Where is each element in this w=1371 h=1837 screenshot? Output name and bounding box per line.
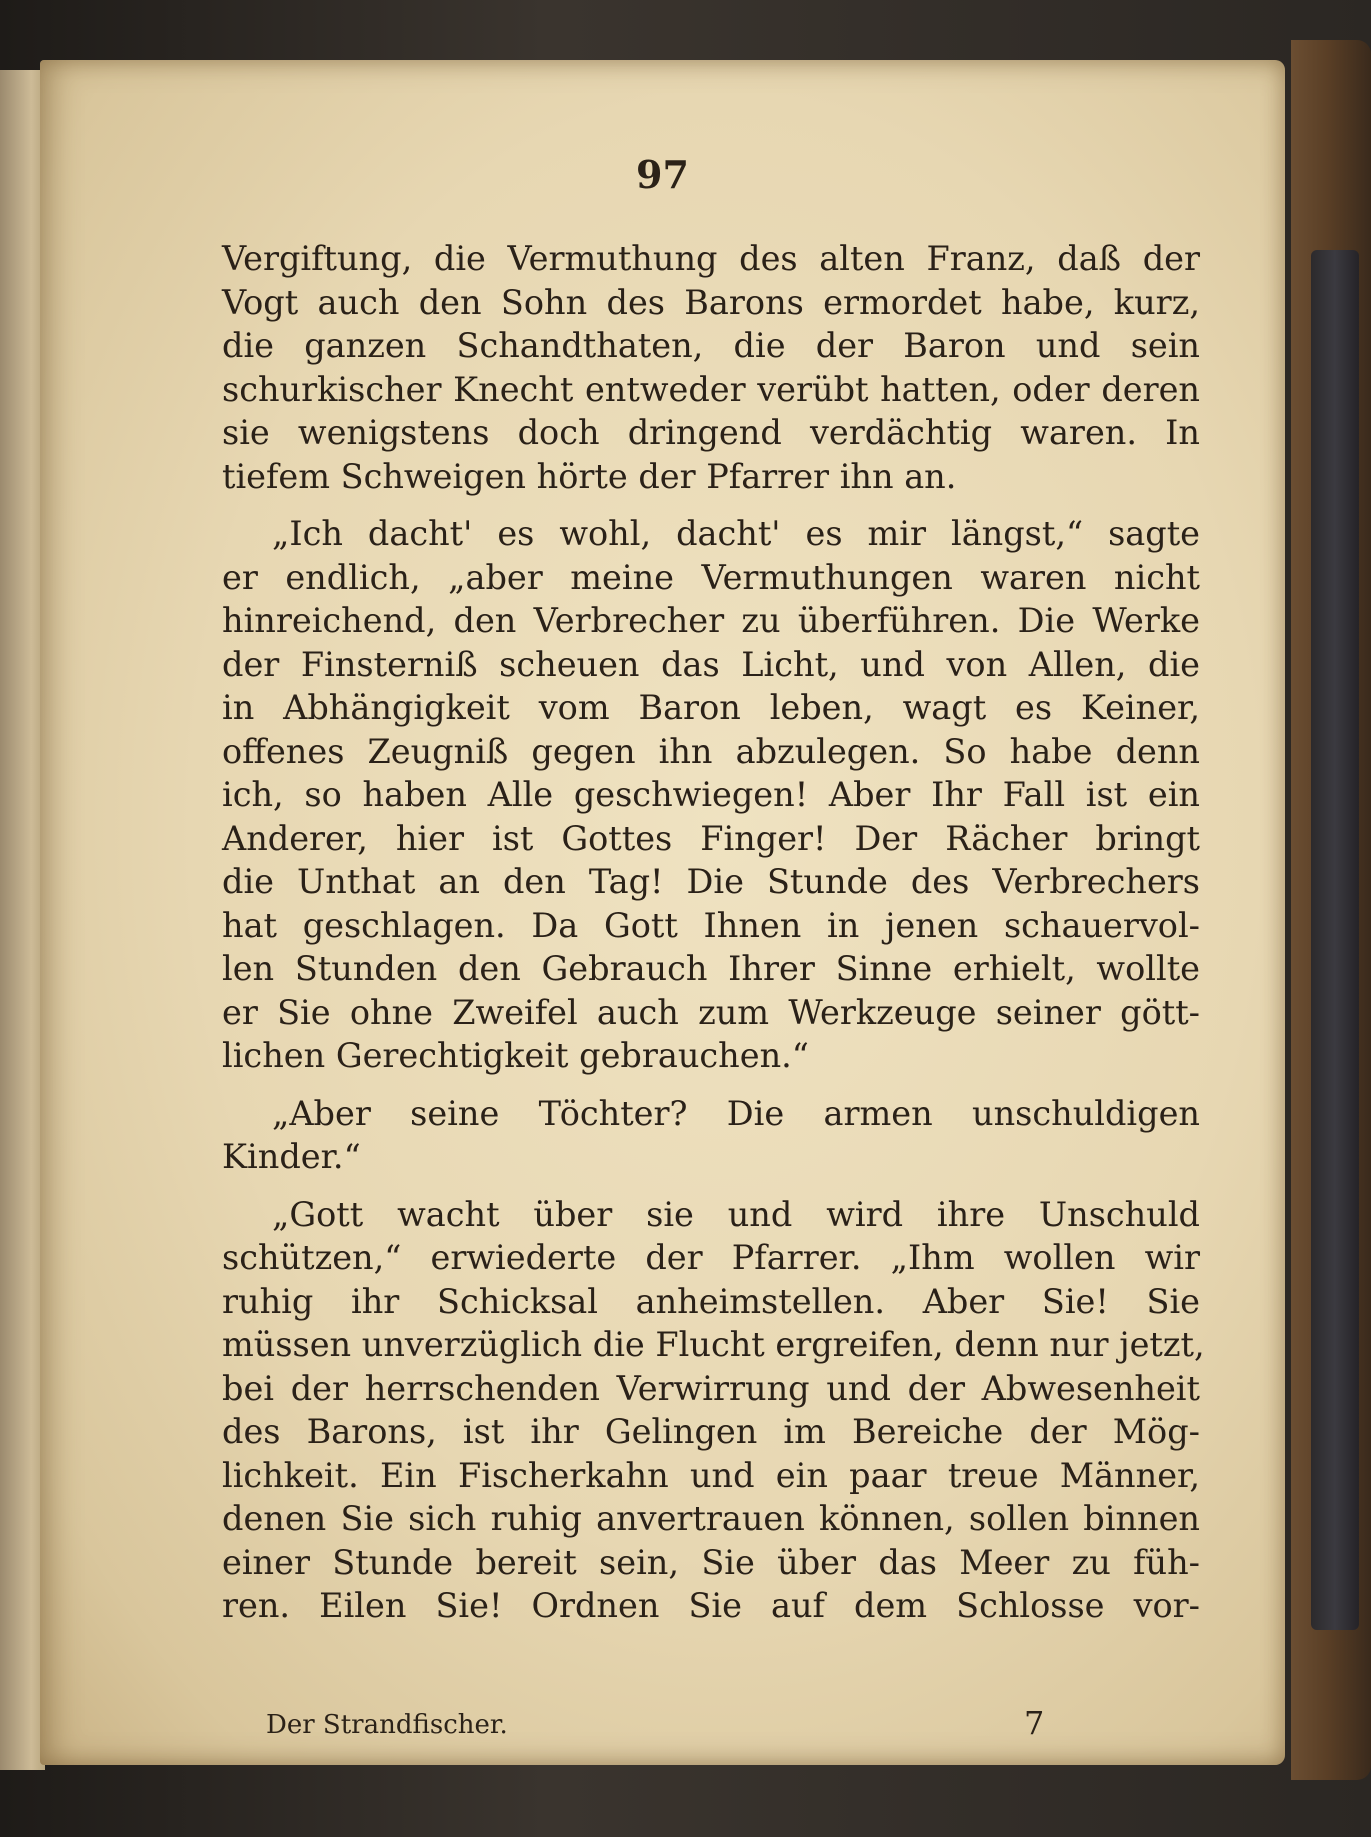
text-line: offenes Zeugniß gegen ihn abzulegen. So habe denn [222, 731, 1200, 771]
text-line: schützen,“ erwiederte der Pfarrer. „Ihm wollen wir [222, 1238, 1200, 1277]
text-line: denen Sie sich ruhig anvertrauen können, sollen binnen [222, 1499, 1200, 1538]
paragraph-gap [222, 1179, 1200, 1193]
text-line: „Aber seine Töchter? Die armen unschuldigen [272, 1093, 1200, 1133]
running-footer-title: Der Strandfischer. [266, 1710, 508, 1740]
text-line: hinreichend, den Verbrecher zu überführen. Die Werke [222, 601, 1200, 640]
text-line: tiefem Schweigen hörte der Pfarrer ihn an. [222, 456, 957, 496]
paragraph-4 [222, 1193, 1205, 1628]
text-line: lichkeit. Ein Fischerkahn und ein paar treue Männer, [222, 1455, 1200, 1495]
paragraph-gap [222, 1078, 1200, 1092]
paragraph-gap [222, 498, 1200, 512]
text-line: sie wenigstens doch dringend verdächtig waren. In [222, 413, 1200, 452]
text-line: bei der herrschenden Verwirrung und der Abwesenheit [222, 1368, 1200, 1408]
text-line: „Ich dacht' es wohl, dacht' es mir längst,“ sagte [272, 514, 1200, 553]
text-line: „Gott wacht über sie und wird ihre Unschuld [272, 1194, 1200, 1234]
page-number: 97 [636, 152, 689, 197]
paragraph-2 [222, 512, 1200, 1078]
text-line: Vogt auch den Sohn des Barons ermordet habe, kurz, [222, 282, 1200, 322]
text-line: Anderer, hier ist Gottes Finger! Der Rächer bringt [222, 818, 1200, 858]
text-line: des Barons, ist ihr Gelingen im Bereiche der Mög- [222, 1412, 1200, 1451]
text-line: ruhig ihr Schicksal anheimstellen. Aber Sie! Sie [222, 1281, 1200, 1321]
text-line: die Unthat an den Tag! Die Stunde des Verbrechers [222, 862, 1200, 901]
text-line: len Stunden den Gebrauch Ihrer Sinne erhielt, wollte [222, 949, 1200, 988]
text-line: der Finsterniß scheuen das Licht, und von Allen, die [222, 644, 1200, 684]
paragraph-1 [222, 237, 1200, 498]
page-body [222, 237, 1205, 1628]
text-line: hat geschlagen. Da Gott Ihnen in jenen schauervol- [222, 905, 1200, 945]
text-line: in Abhängigkeit vom Baron leben, wagt es Keiner, [222, 688, 1200, 727]
text-line: ren. Eilen Sie! Ordnen Sie auf dem Schlosse vor- [222, 1586, 1200, 1625]
text-line: ich, so haben Alle geschwiegen! Aber Ihr Fall ist ein [222, 775, 1200, 814]
signature-mark: 7 [1024, 1704, 1045, 1742]
text-line: müssen unverzüglich die Flucht ergreifen, denn nur jetzt, [222, 1325, 1205, 1364]
text-line: lichen Gerechtigkeit gebrauchen.“ [222, 1036, 809, 1075]
text-line: Kinder.“ [222, 1137, 361, 1176]
text-line: er endlich, „aber meine Vermuthungen waren nicht [222, 557, 1200, 597]
text-line: er Sie ohne Zweifel auch zum Werkzeuge seiner gött- [222, 992, 1200, 1032]
book-page [40, 60, 1285, 1765]
text-line: einer Stunde bereit sein, Sie über das Meer zu füh- [222, 1542, 1200, 1582]
book-spine-strip [1311, 250, 1359, 1630]
paragraph-3 [222, 1092, 1200, 1179]
text-line: Vergiftung, die Vermuthung des alten Franz, daß der [222, 239, 1200, 278]
text-line: die ganzen Schandthaten, die der Baron und sein [222, 326, 1200, 365]
left-page-edge [0, 70, 45, 1770]
text-line: schurkischer Knecht entweder verübt hatten, oder deren [222, 369, 1200, 409]
